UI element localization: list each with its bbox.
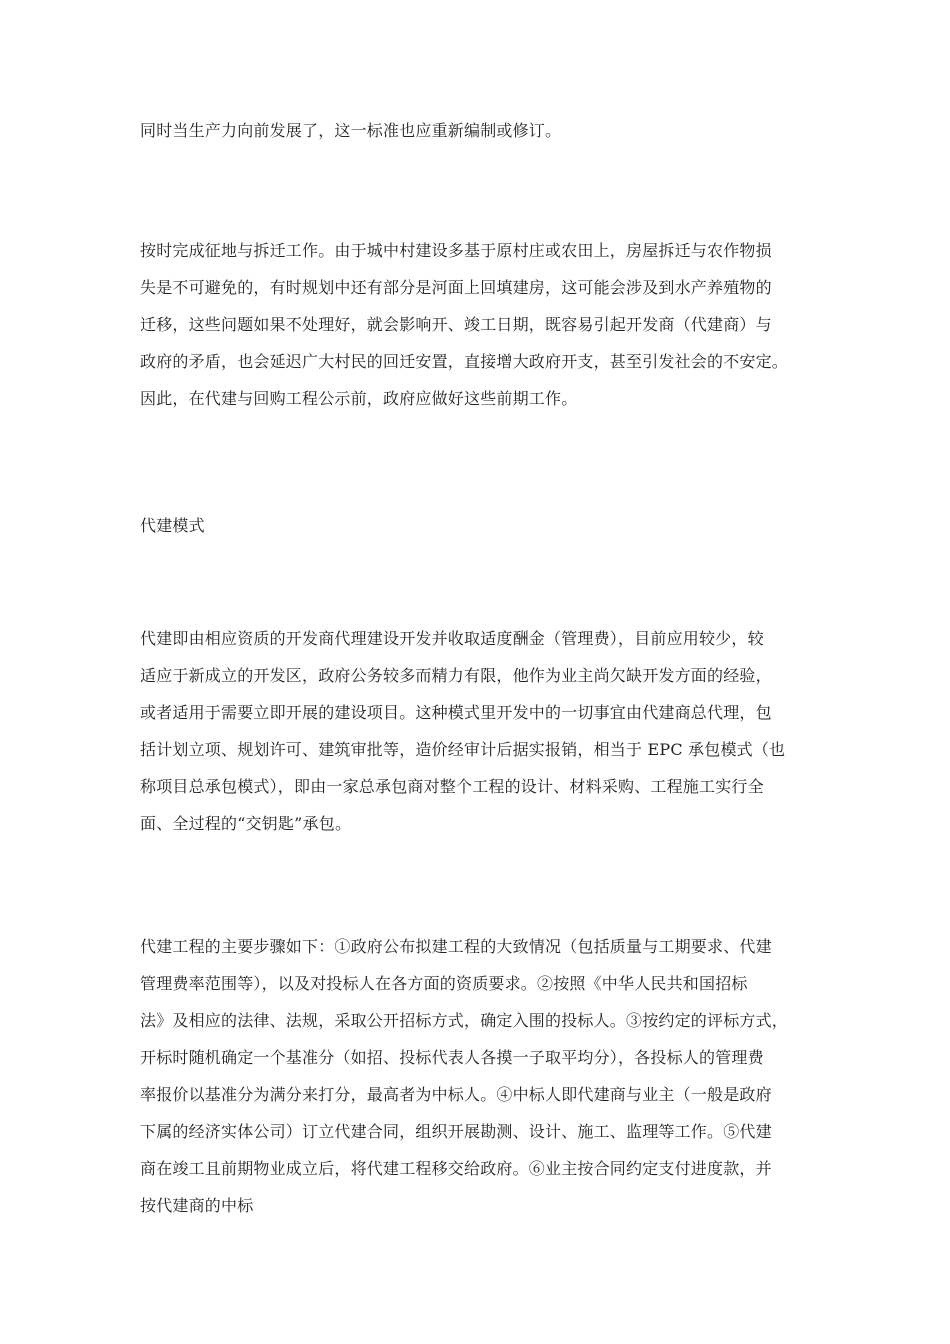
paragraph-line: 政府的矛盾，也会延迟广大村民的回迁安置，直接增大政府开支，甚至引发社会的不安定。 — [140, 352, 789, 371]
paragraph-line: 括计划立项、规划许可、建筑审批等，造价经审计后据实报销，相当于 EPC 承包模式（也 — [140, 740, 786, 759]
paragraph-line: 率报价以基准分为满分来打分，最高者为中标人。④中标人即代建商与业主（一般是政府 — [140, 1085, 772, 1104]
paragraph-line: 因此，在代建与回购工程公示前，政府应做好这些前期工作。 — [140, 389, 578, 408]
paragraph-line: 按时完成征地与拆迁工作。由于城中村建设多基于原村庄或农田上，房屋拆迁与农作物损 — [140, 241, 772, 260]
paragraph-line: 法》及相应的法律、法规，采取公开招标方式，确定入围的投标人。③按约定的评标方式， — [140, 1011, 789, 1030]
paragraph-line: 或者适用于需要立即开展的建设项目。这种模式里开发中的一切事宜由代建商总代理，包 — [140, 703, 772, 722]
paragraph-line: 开标时随机确定一个基准分（如招、投标代表人各摸一子取平均分），各投标人的管理费 — [140, 1048, 764, 1067]
paragraph-agent-construction-definition — [140, 620, 830, 842]
paragraph-line: 代建即由相应资质的开发商代理建设开发并收取适度酬金（管理费），目前应用较少，较 — [140, 629, 764, 648]
paragraph-line: 适应于新成立的开发区，政府公务较多而精力有限，他作为业主尚欠缺开发方面的经验， — [140, 666, 772, 685]
section-heading-agent-construction-mode — [140, 507, 830, 544]
paragraph-line: 下属的经济实体公司）订立代建合同，组织开展勘测、设计、施工、监理等工作。⑤代建 — [140, 1122, 772, 1141]
paragraph-line: 迁移，这些问题如果不处理好，就会影响开、竣工日期，既容易引起开发商（代建商）与 — [140, 315, 772, 334]
paragraph-line: 称项目总承包模式），即由一家总承包商对整个工程的设计、材料采购、工程施工实行全 — [140, 777, 764, 796]
paragraph-standard-revision — [140, 112, 830, 149]
paragraph-line: 失是不可避免的，有时规划中还有部分是河面上回填建房，这可能会涉及到水产养殖物的 — [140, 278, 772, 297]
paragraph-line: 管理费率范围等），以及对投标人在各方面的资质要求。②按照《中华人民共和国招标 — [140, 974, 748, 993]
paragraph-line: 同时当生产力向前发展了，这一标准也应重新编制或修订。 — [140, 121, 562, 140]
paragraph-line: 按代建商的中标 — [140, 1196, 254, 1215]
paragraph-line: 代建工程的主要步骤如下：①政府公布拟建工程的大致情况（包括质量与工期要求、代建 — [140, 937, 772, 956]
paragraph-agent-construction-steps — [140, 928, 830, 1224]
paragraph-line: 商在竣工且前期物业成立后，将代建工程移交给政府。⑥业主按合同约定支付进度款，并 — [140, 1159, 772, 1178]
section-heading: 代建模式 — [140, 516, 205, 535]
paragraph-land-acquisition — [140, 232, 830, 417]
paragraph-line: 面、全过程的“交钥匙”承包。 — [140, 814, 352, 833]
